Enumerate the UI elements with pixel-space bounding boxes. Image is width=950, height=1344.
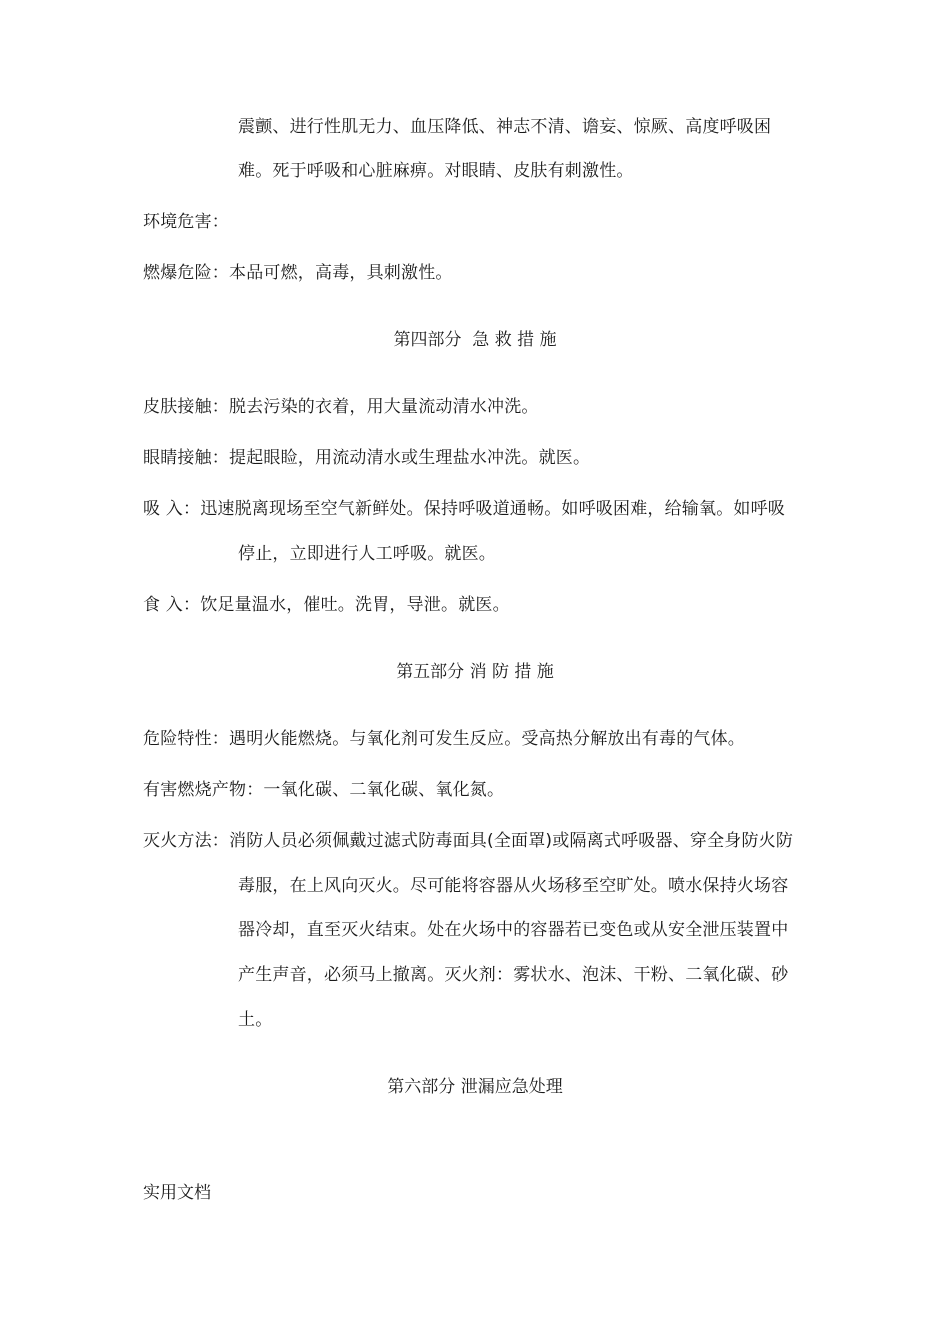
- environment-hazard: 环境危害：: [143, 212, 229, 232]
- continued-text-line-2: 难。死于呼吸和心脏麻痹。对眼睛、皮肤有刺激性。: [238, 161, 634, 181]
- eye-contact: 眼睛接触：提起眼睑，用流动清水或生理盐水冲洗。就医。: [143, 448, 591, 468]
- section-4-title: 第四部分 急 救 措 施: [393, 330, 557, 350]
- extinguishing-method-line-4: 产生声音，必须马上撤离。灭火剂：雾状水、泡沫、干粉、二氧化碳、砂: [238, 965, 789, 985]
- extinguishing-method-line-5: 土。: [238, 1010, 273, 1030]
- footer-label: 实用文档: [143, 1183, 211, 1203]
- fire-explosion-hazard: 燃爆危险：本品可燃，高毒，具刺激性。: [143, 263, 453, 283]
- inhalation-line-1: 吸 入：迅速脱离现场至空气新鲜处。保持呼吸道通畅。如呼吸困难，给输氧。如呼吸: [143, 499, 786, 519]
- section-5-title: 第五部分 消 防 措 施: [396, 662, 554, 682]
- ingestion: 食 入：饮足量温水，催吐。洗胃，导泄。就医。: [143, 595, 510, 615]
- harmful-combustion-products: 有害燃烧产物：一氧化碳、二氧化碳、氧化氮。: [143, 780, 505, 800]
- extinguishing-method-line-2: 毒服，在上风向灭火。尽可能将容器从火场移至空旷处。喷水保持火场容: [238, 876, 789, 896]
- inhalation-line-2: 停止，立即进行人工呼吸。就医。: [238, 544, 496, 564]
- hazard-characteristics: 危险特性：遇明火能燃烧。与氧化剂可发生反应。受高热分解放出有毒的气体。: [143, 729, 745, 749]
- skin-contact: 皮肤接触：脱去污染的衣着，用大量流动清水冲洗。: [143, 397, 539, 417]
- continued-text-line-1: 震颤、进行性肌无力、血压降低、神志不清、谵妄、惊厥、高度呼吸困: [238, 117, 772, 137]
- extinguishing-method-line-1: 灭火方法：消防人员必须佩戴过滤式防毒面具(全面罩)或隔离式呼吸器、穿全身防火防: [143, 831, 794, 851]
- extinguishing-method-line-3: 器冷却，直至灭火结束。处在火场中的容器若已变色或从安全泄压装置中: [238, 920, 789, 940]
- section-6-title: 第六部分 泄漏应急处理: [387, 1077, 563, 1097]
